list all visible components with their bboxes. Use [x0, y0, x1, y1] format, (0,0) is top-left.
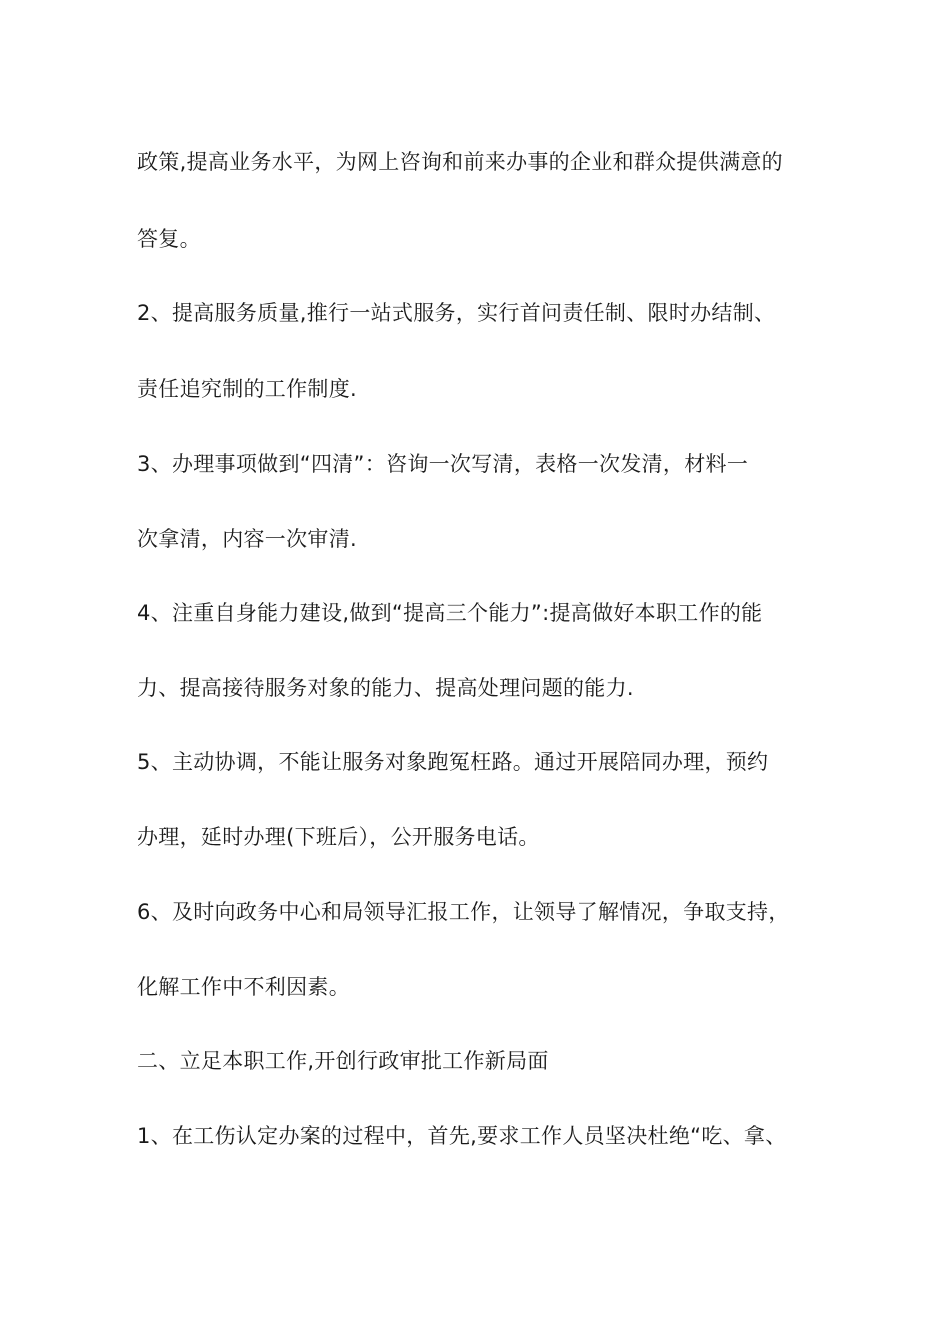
text-line: 责任追究制的工作制度. — [137, 377, 357, 401]
text-line: 政策,提高业务水平，为网上咨询和前来办事的企业和群众提供满意的 — [137, 150, 783, 174]
list-item-1: 1、在工伤认定办案的过程中，首先,要求工作人员坚决杜绝“吃、拿、 — [137, 1124, 787, 1148]
list-item-3: 3、办理事项做到“四清”：咨询一次写清，表格一次发清，材料一 — [137, 452, 749, 476]
list-item-5: 5、主动协调，不能让服务对象跑冤枉路。通过开展陪同办理，预约 — [137, 750, 769, 774]
text-line: 答复。 — [137, 227, 201, 251]
list-item-6: 6、及时向政务中心和局领导汇报工作，让领导了解情况，争取支持， — [137, 900, 790, 924]
text-line: 办理，延时办理(下班后），公开服务电话。 — [137, 825, 540, 849]
text-line: 次拿清，内容一次审清. — [137, 527, 357, 551]
list-item-4: 4、注重自身能力建设,做到“提高三个能力”:提高做好本职工作的能 — [137, 601, 763, 625]
section-heading: 二、立足本职工作,开创行政审批工作新局面 — [137, 1049, 549, 1073]
list-item-2: 2、提高服务质量,推行一站式服务，实行首问责任制、限时办结制、 — [137, 301, 776, 325]
text-line: 力、提高接待服务对象的能力、提高处理问题的能力. — [137, 676, 634, 700]
text-line: 化解工作中不利因素。 — [137, 975, 350, 999]
